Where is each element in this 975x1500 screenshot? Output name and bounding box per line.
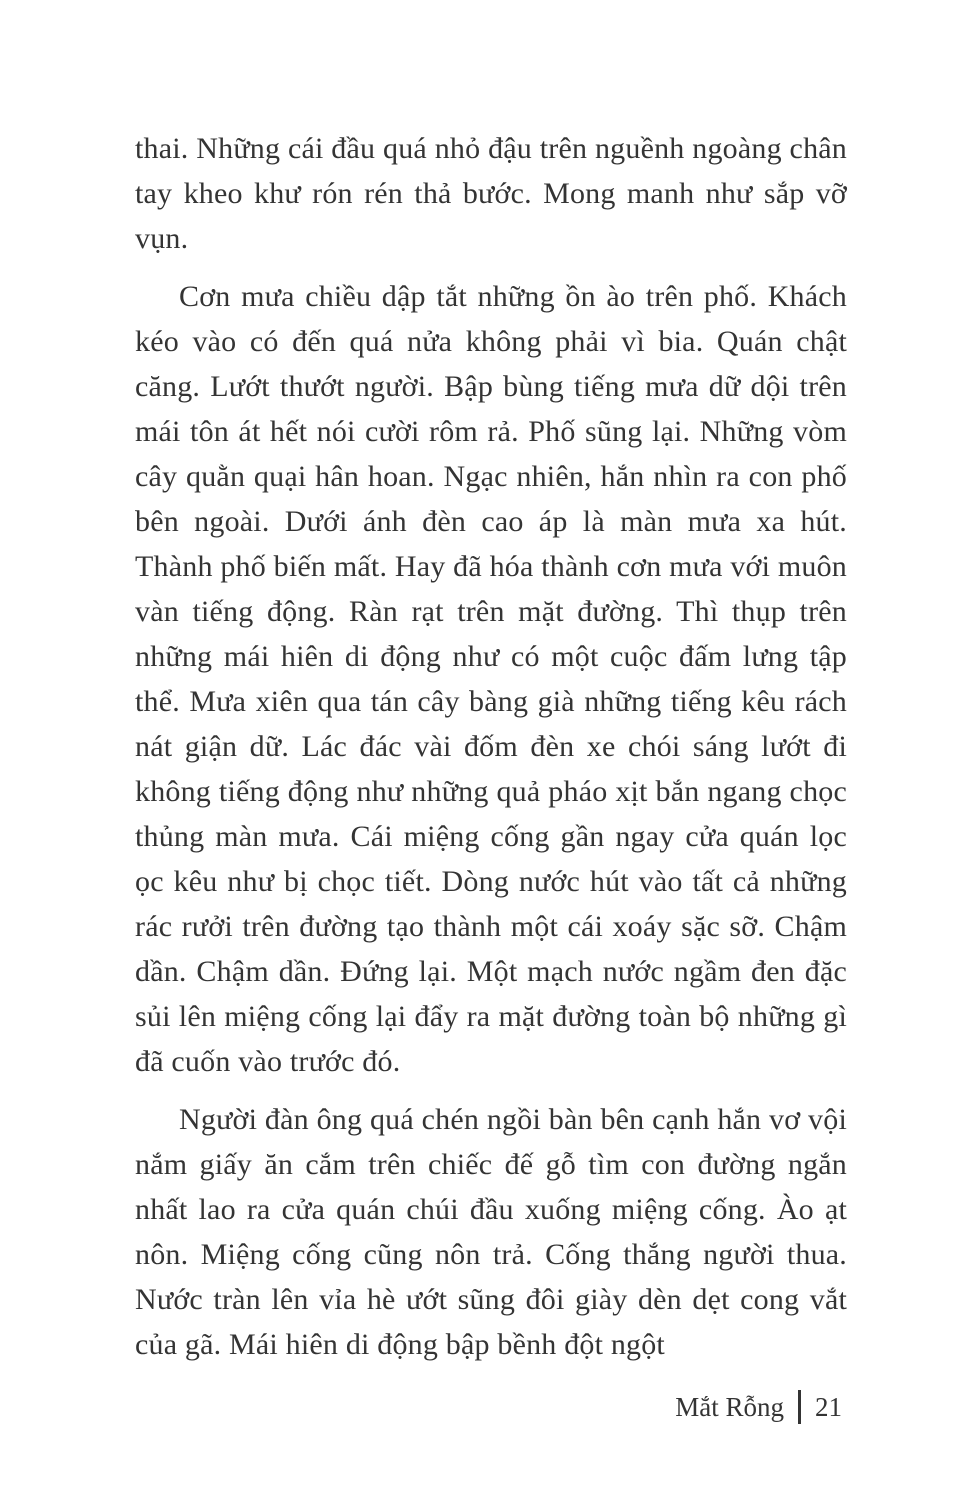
paragraph: Người đàn ông quá chén ngồi bàn bên cạnh hắn vơ vội nắm giấy ăn cắm trên chiếc đế gỗ tìm con đường ngắn nhất lao ra cửa quán chúi đầu xuống miệng cống. Ào ạt nôn. Miệng cống cũng nôn trả. Cống thắng người thua. Nước tràn lên vỉa hè ướt sũng đôi giày dèn dẹt cong vắt của gã. Mái hiên di động bập bềnh đột ngột (135, 1103, 847, 1361)
page-number: 21 (815, 1391, 842, 1422)
paragraph-continuation: thai. Những cái đầu quá nhỏ đậu trên nguềnh ngoàng chân tay kheo khư rón rén thả bước. Mong manh như sắp vỡ vụn. (135, 132, 847, 255)
paragraph: Cơn mưa chiều dập tắt những ồn ào trên phố. Khách kéo vào có đến quá nửa không phải vì bia. Quán chật căng. Lướt thướt người. Bập bùng tiếng mưa dữ dội trên mái tôn át hết nói cười rôm rả. Phố sũng lại. Những vòm cây quằn quại hân hoan. Ngạc nhiên, hắn nhìn ra con phố bên ngoài. Dưới ánh đèn cao áp là màn mưa xa hút. Thành phố biến mất. Hay đã hóa thành cơn mưa với muôn vàn tiếng động. Ràn rạt trên mặt đường. Thì thụp trên những mái hiên di động như có một cuộc đấm lưng tập thể. Mưa xiên qua tán cây bàng già những tiếng kêu rách nát giận dữ. Lác đác vài đốm đèn xe chói sáng lướt đi không tiếng động như những quả pháo xịt bắn ngang chọc thủng màn mưa. Cái miệng cống gần ngay cửa quán lọc ọc kêu như bị chọc tiết. Dòng nước hút vào tất cả những rác rưởi trên đường tạo thành một cái xoáy sặc sỡ. Chậm dần. Chậm dần. Đứng lại. Một mạch nước ngầm đen đặc sủi lên miệng cống lại đẩy ra mặt đường toàn bộ những gì đã cuốn vào trước đó. (135, 280, 847, 1078)
book-title: Mắt Rỗng (675, 1391, 784, 1422)
page-footer (675, 1390, 847, 1424)
body-text (135, 126, 847, 1380)
footer-divider (798, 1390, 801, 1424)
